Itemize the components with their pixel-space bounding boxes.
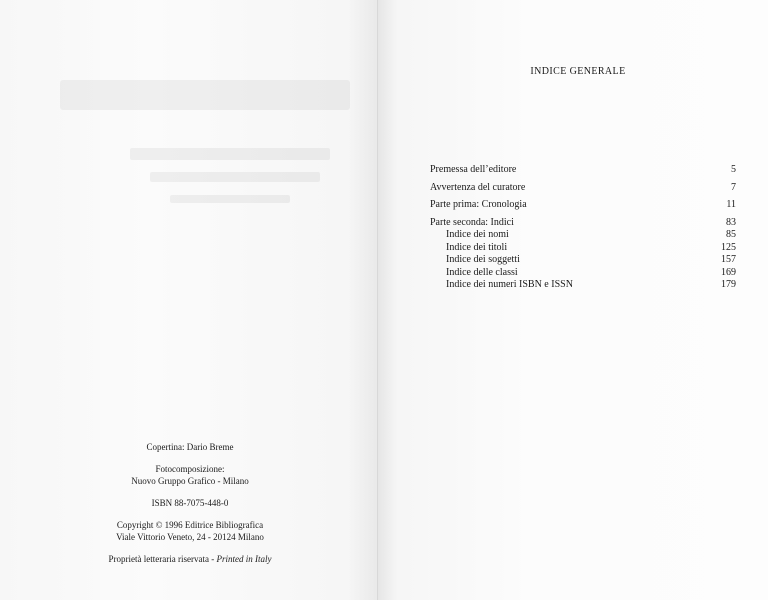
toc-entry <box>430 199 736 212</box>
toc-entry-page: 7 <box>731 181 736 193</box>
toc-entry-page: 11 <box>726 199 736 210</box>
toc-subentry <box>430 242 736 255</box>
toc-entry-page: 179 <box>721 279 736 290</box>
toc-entry <box>430 217 736 230</box>
copyright: Copyright © 1996 Editrice Bibliografica <box>116 520 264 530</box>
toc-subentry <box>430 279 736 292</box>
toc-entry-label: Indice dei titoli <box>446 241 508 253</box>
toc-entry-label: Indice dei numeri ISBN e ISSN <box>446 279 573 290</box>
toc-subentry <box>430 229 736 242</box>
left-page <box>0 0 378 600</box>
toc-entry-label: Avvertenza del curatore <box>430 181 526 193</box>
toc-entry-label: Indice dei soggetti <box>446 254 520 265</box>
rights-text: Proprietà letteraria riservata - <box>108 554 215 564</box>
toc-entry-label: Premessa dell’editore <box>430 164 517 175</box>
toc-entry-label: Indice dei nomi <box>446 229 509 240</box>
toc-entry-page: 83 <box>726 216 736 228</box>
toc-subentry <box>430 254 736 267</box>
printed-in-text: Printed in Italy <box>216 554 272 564</box>
colophon <box>60 441 320 565</box>
isbn: ISBN 88-7075-448-0 <box>151 498 229 508</box>
toc-subentry <box>430 267 736 280</box>
rights-block <box>60 553 320 565</box>
toc-entry-page: 125 <box>721 241 736 253</box>
toc-entry-page: 85 <box>726 229 736 240</box>
cover-credit: Copertina: Dario Breme <box>146 442 234 452</box>
table-of-contents <box>430 164 736 292</box>
show-through-print <box>40 70 360 220</box>
typesetting-value: Nuovo Gruppo Grafico - Milano <box>131 476 249 486</box>
cover-credit-block <box>60 441 320 453</box>
copyright-block <box>60 519 320 543</box>
toc-entry <box>430 182 736 195</box>
right-page <box>378 0 768 600</box>
toc-entry-page: 169 <box>721 266 736 278</box>
publisher-address: Viale Vittorio Veneto, 24 - 20124 Milano <box>116 532 264 542</box>
isbn-block <box>60 497 320 509</box>
toc-entry-page: 157 <box>721 254 736 265</box>
toc-title: INDICE GENERALE <box>530 66 626 77</box>
toc-entry <box>430 164 736 177</box>
toc-entry-label: Parte seconda: Indici <box>430 216 514 228</box>
typesetting-label: Fotocomposizione: <box>155 464 225 474</box>
toc-entry-page: 5 <box>731 164 736 175</box>
typesetting-block <box>60 463 320 487</box>
toc-entry-label: Parte prima: Cronologia <box>430 199 527 210</box>
toc-entry-label: Indice delle classi <box>446 266 518 278</box>
